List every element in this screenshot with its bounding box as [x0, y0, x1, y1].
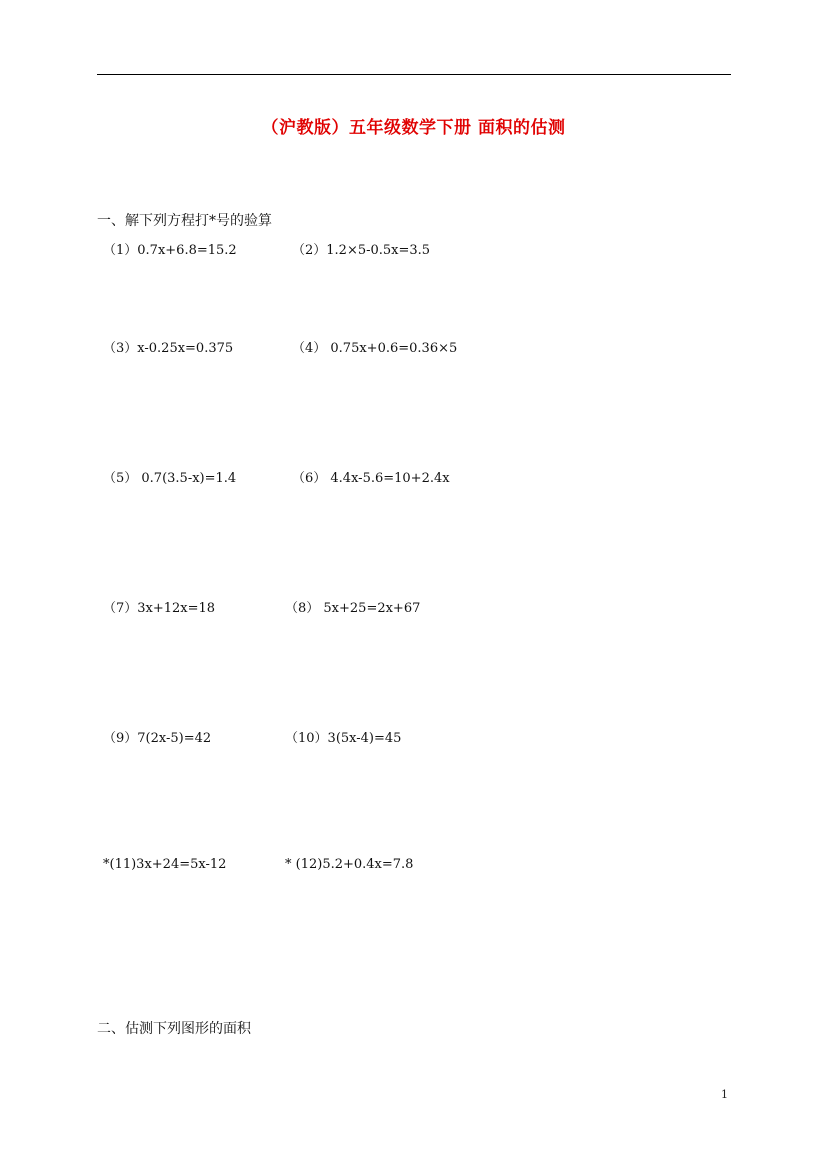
problem-1: （1）0.7x+6.8=15.2 [103, 243, 237, 258]
problem-11: *(11)3x+24=5x-12 [103, 857, 227, 872]
document-title: （沪教版）五年级数学下册 面积的估测 [261, 118, 566, 138]
problem-8: （8） 5x+25=2x+67 [285, 601, 421, 616]
problem-6: （6） 4.4x-5.6=10+2.4x [292, 471, 450, 486]
section-heading-equations: 一、解下列方程打*号的验算 [97, 213, 272, 229]
problem-3: （3）x-0.25x=0.375 [103, 341, 234, 356]
problem-10: （10）3(5x-4)=45 [285, 731, 402, 746]
header-rule [97, 74, 731, 75]
problem-4: （4） 0.75x+0.6=0.36×5 [292, 341, 458, 356]
problem-12: * (12)5.2+0.4x=7.8 [285, 857, 414, 872]
problem-7: （7）3x+12x=18 [103, 601, 216, 616]
problem-2: （2）1.2×5-0.5x=3.5 [292, 243, 431, 258]
section-heading-area-estimation: 二、估测下列图形的面积 [97, 1021, 251, 1037]
page-number: 1 [721, 1088, 728, 1101]
problem-9: （9）7(2x-5)=42 [103, 731, 212, 746]
problem-5: （5） 0.7(3.5-x)=1.4 [103, 471, 237, 486]
